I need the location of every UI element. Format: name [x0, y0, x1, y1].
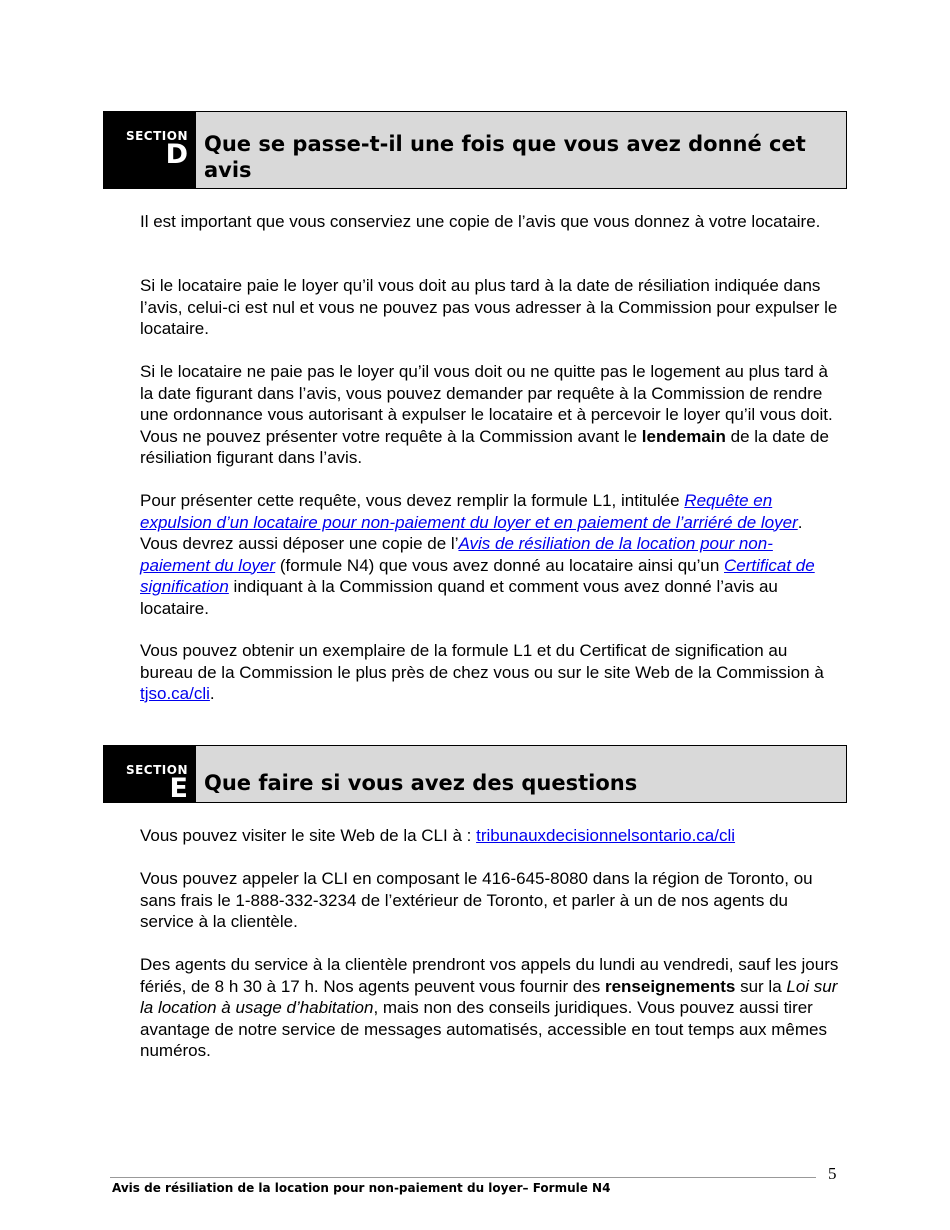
text: Si le locataire ne paie pas le loyer qu’il vous doit ou ne quitte pas le logement au plus tard à la date figurant dans l’avis, vous pouvez demander par requête à la Commission de rendre une ordonnance vous autorisant à expulser le locataire et à percevoir le loyer qu’il vous doit. Vous ne pouvez présenter votre requête à la Commission avant le	[140, 362, 833, 446]
link-form-l1[interactable]: Requête en expulsion d’un locataire pour non-paiement du loyer et en paiement de l’arriéré de loyer	[140, 491, 798, 532]
section-d-paragraph-2: Si le locataire paie le loyer qu’il vous doit au plus tard à la date de résiliation indiquée dans l’avis, celui-ci est nul et vous ne pouvez pas vous adresser à la Commission pour expulser le locataire.	[140, 276, 838, 338]
section-e-paragraph-3	[140, 954, 840, 1062]
section-e-paragraph-1	[140, 825, 840, 847]
bold-text: lendemain	[641, 426, 726, 446]
section-d-paragraph-4	[140, 490, 840, 619]
text: Des agents du service à la clientèle prendront vos appels du lundi au vendredi, sauf les jours fériés, de 8 h 30 à 17 h. Nos agents peuvent vous fournir des	[140, 955, 839, 996]
section-letter: E	[169, 773, 188, 804]
section-d-header	[103, 111, 847, 189]
footer-title: Avis de résiliation de la location pour non-paiement du loyer– Formule N4	[112, 1181, 611, 1195]
section-word: SECTION	[125, 129, 188, 143]
text: . Vous devrez aussi déposer une copie de l’	[140, 512, 803, 553]
section-word: SECTION	[125, 763, 188, 777]
section-e-header	[103, 745, 847, 803]
text: Vous pouvez obtenir un exemplaire de la formule L1 et du Certificat de signification au bureau de la Commission le plus près de chez vous ou sur le site Web de la Commission à	[140, 641, 824, 682]
text: .	[209, 684, 215, 703]
text: Pour présenter cette requête, vous devez remplir la formule L1, intitulée	[140, 491, 685, 510]
link-form-n4[interactable]: Avis de résiliation de la location pour non-paiement du loyer	[140, 534, 773, 575]
text: indiquant à la Commission quand et comment vous avez donné l’avis au locataire.	[140, 577, 778, 618]
link-certificate-of-service[interactable]: Certificat de signification	[140, 555, 815, 596]
section-d-title: Que se passe-t-il une fois que vous avez donné cet avis	[204, 132, 806, 182]
text: (formule N4) que vous avez donné au locataire ainsi qu’un	[275, 555, 725, 575]
section-e-label	[104, 746, 196, 802]
section-d-paragraph-5	[140, 640, 840, 705]
text: , mais non des conseils juridiques. Vous pouvez aussi tirer avantage de notre service de messages automatisés, accessible en tout temps aux mêmes numéros.	[140, 998, 827, 1060]
text: Vous pouvez visiter le site Web de la CLI à :	[140, 826, 477, 845]
section-d-paragraph-1: Il est important que vous conserviez une copie de l’avis que vous donnez à votre locataire.	[140, 212, 821, 231]
section-e-title: Que faire si vous avez des questions	[204, 771, 638, 795]
footer-divider	[110, 1177, 816, 1178]
link-tjso[interactable]: tjso.ca/cli	[140, 684, 210, 703]
italic-text: Loi sur la location à usage d’habitation	[140, 976, 838, 1017]
text: de la date de résiliation figurant dans l’avis.	[140, 426, 829, 467]
text: sur la	[735, 976, 787, 996]
section-letter: D	[165, 139, 188, 170]
section-d-label	[104, 112, 196, 188]
link-cli-website[interactable]: tribunauxdecisionnelsontario.ca/cli	[476, 826, 736, 845]
section-d-paragraph-3	[140, 361, 840, 469]
page-number: 5	[828, 1164, 837, 1183]
section-e-paragraph-2: Vous pouvez appeler la CLI en composant le 416-645-8080 dans la région de Toronto, ou sans frais le 1-888-332-3234 de l’extérieur de Toronto, et parler à un de nos agents du service à la clientèle.	[140, 869, 813, 931]
bold-text: renseignements	[604, 976, 736, 996]
